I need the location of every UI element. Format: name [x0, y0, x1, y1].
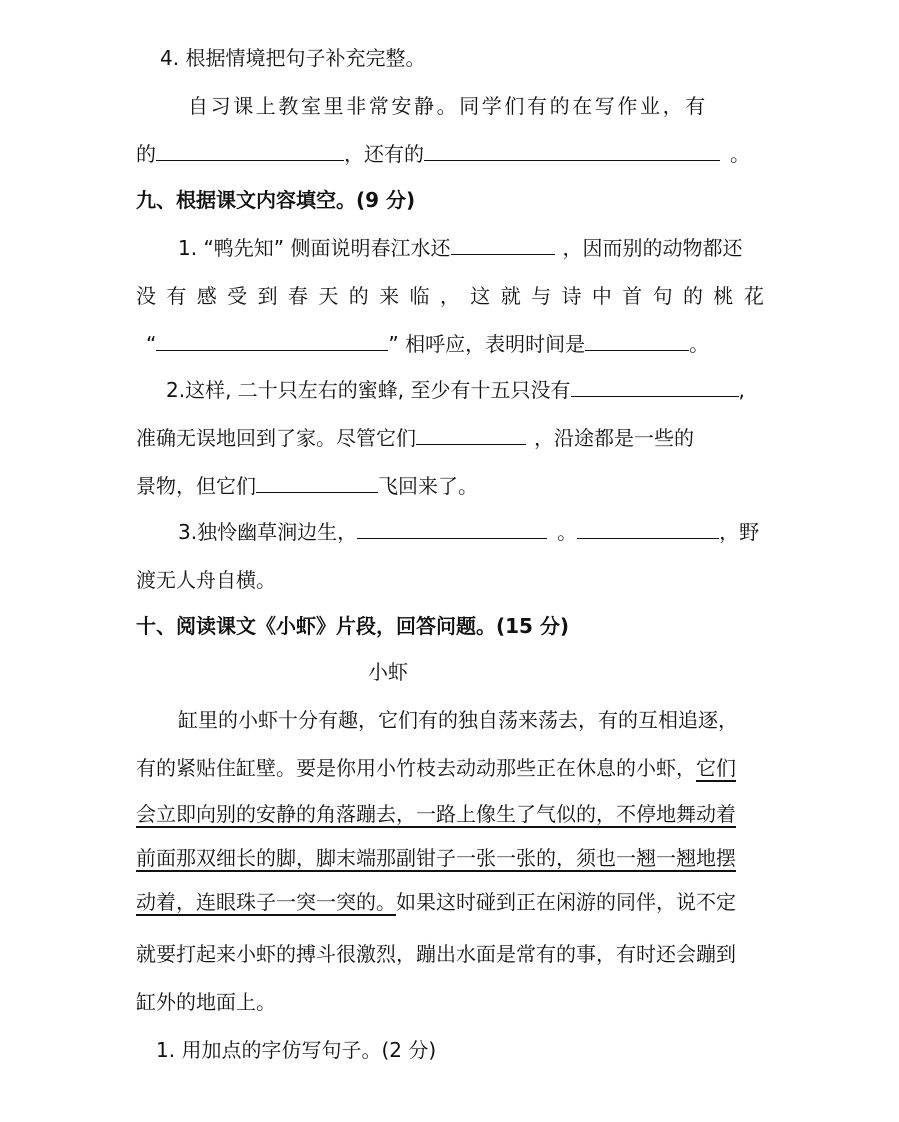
justified-char: 就 [500, 284, 521, 308]
justified-char: 首 [622, 284, 643, 308]
justified-char: 中 [591, 284, 612, 308]
answer-blank[interactable] [416, 424, 526, 445]
text-segment: 的 [136, 142, 156, 166]
text-segment: 3.独怜幽草涧边生， [178, 520, 358, 544]
question-9-3-line2: 渡无人舟自横。 [136, 568, 276, 592]
justified-char: 来 [379, 284, 400, 308]
text-segment: ，因而别的动物都还 [562, 236, 743, 260]
answer-blank[interactable] [156, 330, 388, 351]
answer-blank[interactable] [451, 234, 555, 255]
passage-line-1: 缸里的小虾十分有趣，它们有的独自荡来荡去，有的互相追逐， [178, 708, 738, 732]
answer-blank[interactable] [577, 518, 719, 539]
text-segment: 。 [730, 142, 750, 166]
justified-char: ， [439, 284, 460, 308]
underlined-text: 它们 [696, 756, 736, 780]
answer-blank[interactable] [424, 140, 720, 161]
passage-line-4: 前面那双细长的脚，脚末端那副钳子一张一张的，须也一翘一翘地摆 [136, 846, 736, 870]
text-segment: ” 相呼应，表明时间是 [388, 332, 586, 356]
question-9-1-line1 [178, 234, 743, 262]
justified-char: 与 [531, 284, 552, 308]
justified-char: 有 [166, 284, 187, 308]
question-8-4-prompt: 4. 根据情境把句子补充完整。 [160, 46, 426, 70]
justified-char: 桃 [713, 284, 734, 308]
justified-char: 没 [136, 284, 156, 308]
justified-char: 的 [683, 284, 704, 308]
text-segment: 景物，但它们 [136, 474, 256, 498]
justified-char: 感 [196, 284, 217, 308]
answer-blank[interactable] [571, 376, 739, 397]
justified-char: 这 [470, 284, 491, 308]
question-10-1-prompt: 1. 用加点的字仿写句子。(2 分) [156, 1038, 437, 1062]
text-segment: ，还有的 [344, 142, 424, 166]
question-9-2-line3 [136, 472, 478, 500]
passage-line-7: 缸外的地面上。 [136, 990, 276, 1014]
text-segment: 1. “鸭先知” 侧面说明春江水还 [178, 236, 451, 260]
text-segment: ，野 [719, 520, 760, 544]
text-segment: 飞回来了。 [378, 474, 478, 498]
text-segment: 。 [689, 332, 710, 356]
justified-char: 句 [652, 284, 673, 308]
answer-blank[interactable] [585, 330, 689, 351]
justified-char: 临 [409, 284, 430, 308]
question-9-3-line1 [178, 518, 759, 546]
question-9-1-line3 [146, 330, 709, 358]
text-segment: 2.这样, 二十只左右的蜜蜂, 至少有十五只没有 [166, 378, 571, 402]
passage-line-6: 就要打起来小虾的搏斗很激烈，蹦出水面是常有的事，有时还会蹦到 [136, 942, 736, 966]
answer-blank[interactable] [156, 140, 344, 161]
passage-line-3: 会立即向别的安静的角落蹦去，一路上像生了气似的，不停地舞动着 [136, 802, 736, 826]
text-segment: 。 [557, 520, 578, 544]
justified-char: 受 [227, 284, 248, 308]
text-segment: 如果这时碰到正在闲游的同伴，说不定 [396, 890, 736, 914]
justified-char: 春 [287, 284, 308, 308]
justified-char: 天 [318, 284, 339, 308]
justified-char: 的 [348, 284, 369, 308]
question-9-1-line2 [136, 282, 764, 310]
text-segment: 有的紧贴住缸壁。要是你用小竹枝去动动那些正在休息的小虾， [136, 756, 696, 780]
passage-title: 小虾 [368, 660, 408, 684]
passage-line-5 [136, 888, 736, 916]
justified-char: 诗 [561, 284, 582, 308]
justified-char: 花 [743, 284, 764, 308]
justified-char: 到 [257, 284, 278, 308]
text-segment: 准确无误地回到了家。尽管它们 [136, 426, 416, 450]
section-9-heading: 九、根据课文内容填空。(9 分) [136, 188, 416, 212]
text-segment: “ [146, 332, 157, 356]
question-8-4-line2 [136, 140, 750, 168]
text-segment: , [738, 378, 745, 402]
text-segment: ，沿途都是一些的 [534, 426, 694, 450]
answer-blank[interactable] [357, 518, 547, 539]
underlined-text: 动着，连眼珠子一突一突的。 [136, 890, 396, 914]
passage-line-2 [136, 754, 736, 782]
question-8-4-line1: 自习课上教室里非常安静。同学们有的在写作业，有 [188, 94, 708, 118]
question-9-2-line1 [166, 376, 745, 404]
question-9-2-line2 [136, 424, 694, 452]
section-10-heading: 十、阅读课文《小虾》片段，回答问题。(15 分) [136, 614, 570, 638]
answer-blank[interactable] [256, 472, 378, 493]
